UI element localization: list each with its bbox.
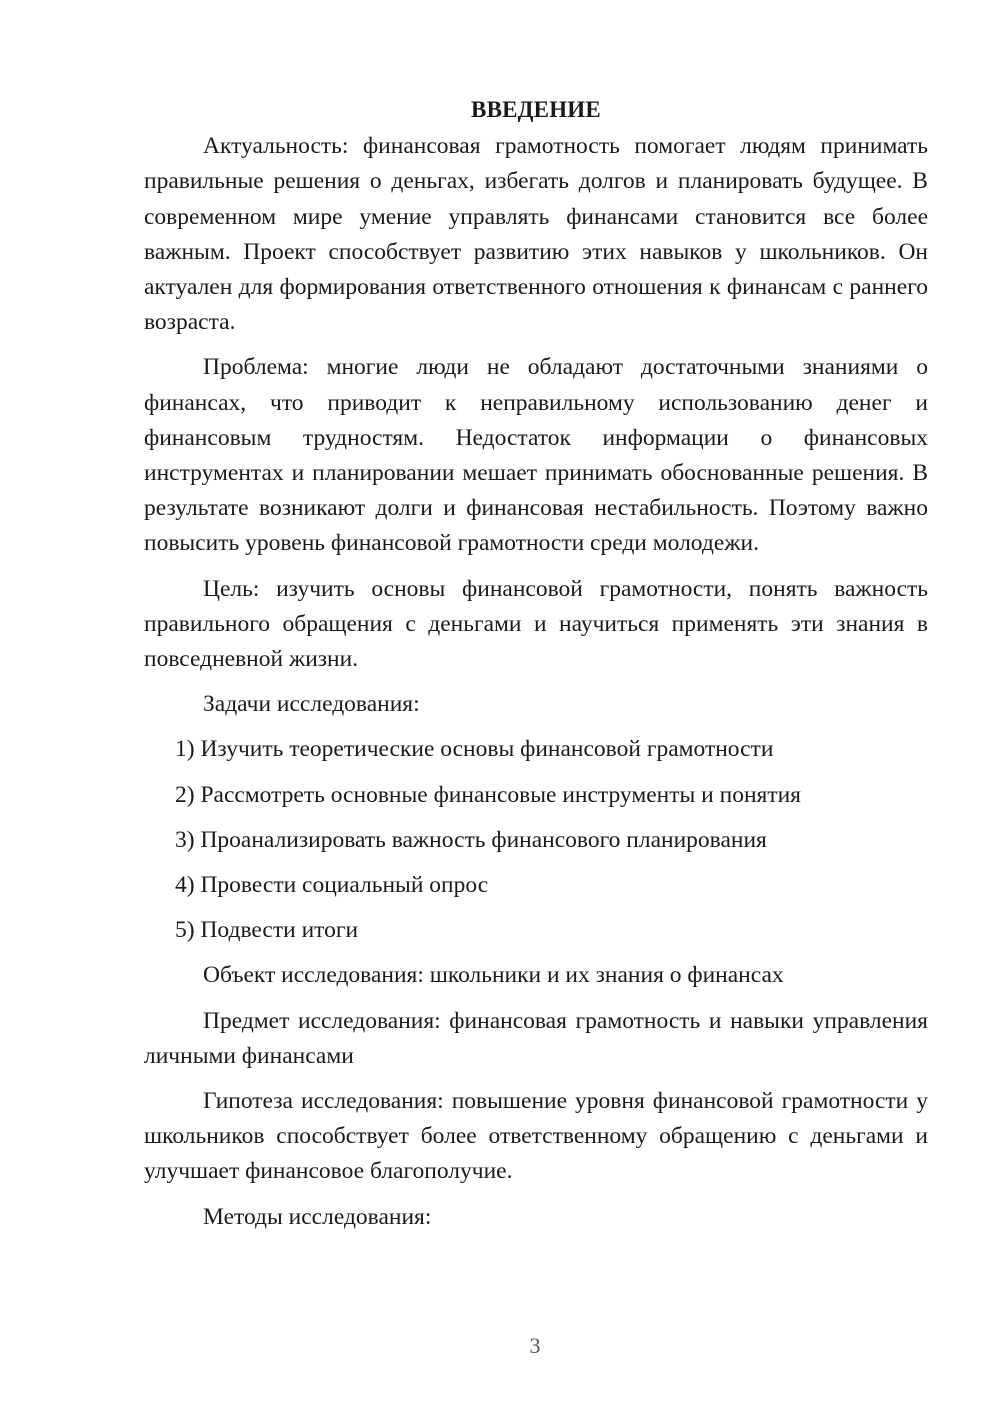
list-item: 4) Провести социальный опрос xyxy=(175,872,489,899)
tasks-list xyxy=(144,732,928,948)
hypothesis-paragraph: Гипотеза исследования: повышение уровня финансовой грамотности у школьников способствует более ответственному обращению с деньгами и улучшает финансовое благополучие. xyxy=(144,1088,928,1185)
goal-paragraph: Цель: изучить основы финансовой грамотности, понять важность правильного обращения с деньгами и научиться применять эти знания в повседневной жизни. xyxy=(144,575,928,673)
problem-paragraph: Проблема: многие люди не обладают достаточными знаниями о финансах, что приводит к неправильному использованию денег и финансовым трудностям. Недостаток информации о финансовых инструментах и планировании мешает принимать обоснованные решения. В результате возникают долги и финансовая нестабильность. Поэтому важно повысить уровень финансовой грамотности среди молодежи. xyxy=(144,354,928,557)
list-item: 5) Подвести итоги xyxy=(175,917,359,944)
tasks-heading: Задачи исследования: xyxy=(203,691,420,718)
list-item: 1) Изучить теоретические основы финансовой грамотности xyxy=(175,736,774,763)
page-number: 3 xyxy=(529,1333,541,1358)
list-item: 3) Проанализировать важность финансового планирования xyxy=(175,826,767,853)
page-content xyxy=(144,92,928,1245)
methods-heading: Методы исследования: xyxy=(203,1203,432,1230)
relevance-paragraph: Актуальность: финансовая грамотность помогает людям принимать правильные решения о деньгах, избегать долгов и планировать будущее. В современном мире умение управлять финансами становится все более важным. Проект способствует развитию этих навыков у школьников. Он актуален для формирования ответственного отношения к финансам с раннего возраста. xyxy=(144,133,928,336)
subject-paragraph: Предмет исследования: финансовая грамотность и навыки управления личными финансами xyxy=(144,1007,928,1069)
list-item: 2) Рассмотреть основные финансовые инструменты и понятия xyxy=(175,781,801,808)
section-title: ВВЕДЕНИЕ xyxy=(471,97,601,122)
object-paragraph: Объект исследования: школьники и их знания о финансах xyxy=(203,962,784,989)
